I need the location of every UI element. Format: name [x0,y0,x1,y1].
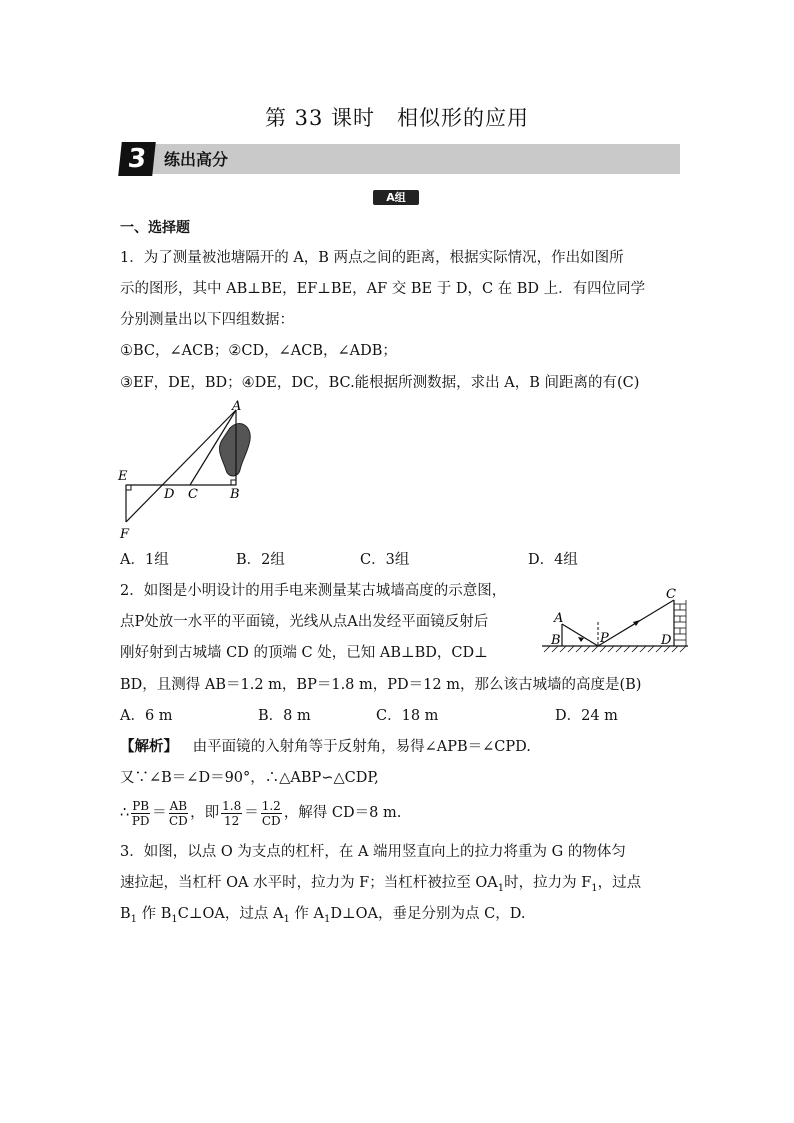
subscript: 1 [497,882,505,894]
fraction-denominator: PD [131,813,150,828]
q1-option-a: A．1组 [120,552,169,568]
label-p: P [600,631,609,646]
fraction-numerator: 1.8 [222,798,242,813]
q2-line-1: 2．如图是小明设计的用手电来测量某古城墙高度的示意图， [120,583,507,599]
label-c: C [666,587,676,602]
q3-line-2-b: 时，拉力为 F [504,875,592,891]
q1-line-1: 1．为了测量被池塘隔开的 A，B 两点之间的距离，根据实际情况，作出如图所 [120,250,624,266]
section-label: 练出高分 [164,150,229,169]
q3-line-2 [120,873,641,899]
fraction-1-2-cd [261,799,282,828]
label-b: B [551,633,561,648]
q3-line-2-c: ，过点 [597,875,642,891]
equals-sign: ＝ [244,805,259,821]
right-angle-b [231,480,236,485]
q2-option-a: A．6 m [120,708,173,724]
q1-line-4: ①BC，∠ACB；②CD，∠ACB，∠ADB； [120,343,397,359]
wall-hatch [674,600,686,646]
subscript: 1 [324,913,331,925]
analysis-end-text: ，解得 CD＝8 m. [283,805,402,821]
equals-sign: ＝ [152,805,167,821]
q2-analysis-line-1 [120,737,531,757]
q2-line-2: 点P处放一水平的平面镜，光线从点A出发经平面镜反射后 [120,614,489,630]
analysis-tag: 【解析】 [120,738,178,755]
q1-figure [112,398,262,543]
arrow-pc [633,620,640,626]
fraction-numerator: PB [132,798,150,813]
q1-line-3: 分别测量出以下四组数据： [120,312,294,328]
group-badge: A组 [373,190,419,205]
page-title: 第 33 课时 相似形的应用 [264,106,530,130]
q3-line-3-b: 作 B [137,906,172,922]
q2-analysis-line-3 [120,795,401,831]
pond-shape [219,424,250,476]
fraction-pb-pd [131,799,150,828]
q3-line-3-d: 作 A [289,906,325,922]
section-number: 3 [118,142,156,176]
q1-line-5: ③EF，DE，BD；④DE，DC，BC.能根据所测数据，求出 A，B 间距离的有(C) [120,375,640,391]
fraction-1-8-12 [221,799,242,828]
q1-option-b: B．2组 [236,552,285,568]
q3-line-1: 3．如图，以点 O 为支点的杠杆，在 A 端用竖直向上的拉力将重为 G 的物体匀 [120,844,626,860]
q2-option-b: B．8 m [258,708,311,724]
q2-analysis-line-2: 又∵∠B＝∠D＝90°，∴△ABP∽△CDP, [120,770,379,786]
q2-line-3: 刚好射到古城墙 CD 的顶端 C 处，已知 AB⊥BD，CD⊥ [120,645,488,661]
fraction-ab-cd [169,799,188,828]
subscript: 1 [171,913,178,925]
fraction-numerator: AB [169,798,188,813]
part-heading: 一、选择题 [120,220,190,236]
label-a: A [554,611,564,626]
label-b: B [230,487,240,502]
fraction-denominator: 12 [224,813,240,828]
q2-figure [540,586,690,658]
label-f: F [120,527,130,542]
fraction-denominator: CD [261,813,281,828]
label-c: C [188,487,198,502]
label-d: D [661,633,672,648]
label-a: A [232,399,242,414]
q3-line-3-c: C⊥OA，过点 A [177,906,284,922]
subscript: 1 [591,882,598,894]
ray-ap [562,624,598,646]
fraction-numerator: 1.2 [261,798,281,813]
q1-option-c: C．3组 [360,552,410,568]
q2-option-c: C．18 m [376,708,439,724]
q3-line-2-a: 速拉起，当杠杆 OA 水平时，拉力为 F；当杠杆被拉至 OA [120,875,498,891]
analysis-mid-text: ，即 [190,805,220,821]
label-e: E [118,469,128,484]
fraction-denominator: CD [168,813,188,828]
section-header-background [150,144,680,174]
q2-option-d: D．24 m [555,708,618,724]
q3-line-3-e: D⊥OA，垂足分别为点 C，D. [330,906,526,922]
right-angle-e [126,485,131,490]
section-header [120,142,680,176]
label-d: D [164,487,175,502]
q3-line-3-a: B [120,906,131,922]
q2-line-4: BD，且测得 AB＝1.2 m，BP＝1.8 m，PD＝12 m，那么该古城墙的高度是(B) [120,677,642,693]
analysis-text-1: 由平面镜的入射角等于反射角，易得∠APB＝∠CPD. [192,739,531,755]
line-fa [126,410,236,522]
therefore-symbol: ∴ [120,805,130,821]
q1-line-2: 示的图形，其中 AB⊥BE，EF⊥BE，AF 交 BE 于 D，C 在 BD 上．有四位同学 [120,281,646,297]
q3-line-3 [120,904,525,930]
subscript: 1 [283,913,290,925]
arrow-ap [578,637,584,642]
q1-option-d: D．4组 [528,552,578,568]
subscript: 1 [130,913,138,925]
